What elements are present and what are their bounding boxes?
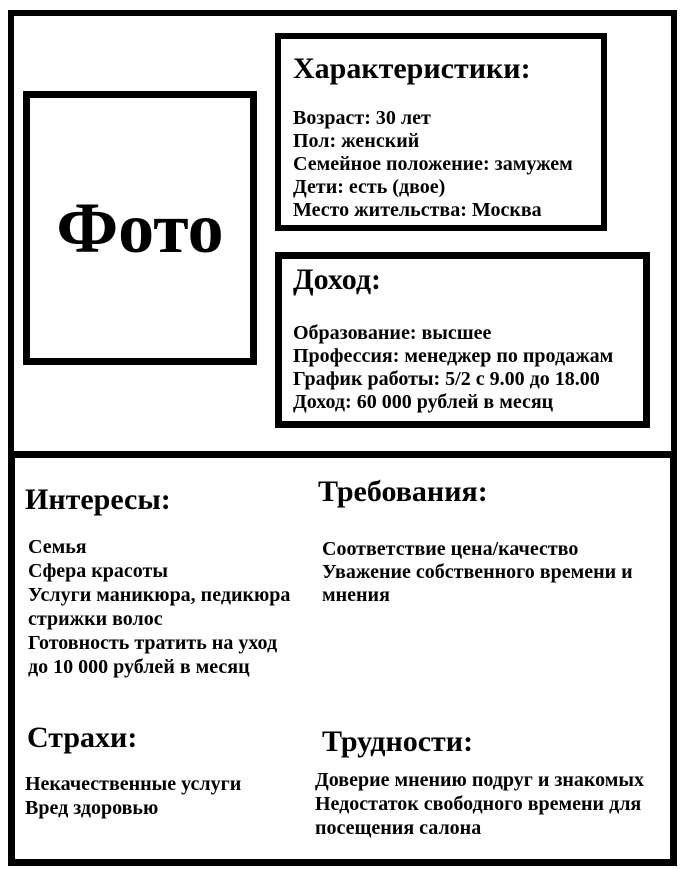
difficulties-line: Недостаток свободного времени для xyxy=(315,793,642,815)
income-line-education: Образование: высшее xyxy=(293,322,492,344)
interests-line: Готовность тратить на уход xyxy=(28,632,278,654)
interests-line: Сфера красоты xyxy=(28,560,168,582)
income-list xyxy=(293,322,643,414)
difficulties-line: посещения салона xyxy=(315,817,482,839)
characteristics-line-residence: Место жительства: Москва xyxy=(293,199,542,221)
requirements-line: Уважение собственного времени и xyxy=(322,561,633,583)
fears-section xyxy=(25,721,241,820)
interests-line: Семья xyxy=(28,536,87,558)
requirements-section xyxy=(316,475,633,607)
income-line-salary: Доход: 60 000 рублей в месяц xyxy=(293,391,554,413)
fears-line: Некачественные услуги xyxy=(25,773,242,795)
photo-placeholder xyxy=(23,91,257,365)
characteristics-line-gender: Пол: женский xyxy=(293,130,420,152)
characteristics-line-marital: Семейное положение: замужем xyxy=(293,153,573,175)
income-line-profession: Профессия: менеджер по продажам xyxy=(293,345,614,367)
characteristics-box xyxy=(275,33,607,231)
interests-list xyxy=(25,535,290,679)
income-line-schedule: График работы: 5/2 с 9.00 до 18.00 xyxy=(293,368,600,390)
income-box xyxy=(275,252,650,428)
difficulties-line: Доверие мнению подруг и знакомых xyxy=(315,769,645,791)
requirements-title: Требования: xyxy=(318,475,488,508)
requirements-list xyxy=(316,538,633,607)
interests-section xyxy=(25,483,290,679)
interests-line: стрижки волос xyxy=(28,608,163,630)
difficulties-title: Трудности: xyxy=(322,725,474,758)
difficulties-list xyxy=(315,768,644,840)
photo-label: Фото xyxy=(56,188,224,268)
requirements-line: мнения xyxy=(322,584,390,606)
interests-title: Интересы: xyxy=(25,483,171,516)
characteristics-title: Характеристики: xyxy=(293,52,531,85)
income-title: Доход: xyxy=(293,263,382,296)
characteristics-list xyxy=(293,107,601,222)
fears-list xyxy=(25,772,241,820)
interests-line: до 10 000 рублей в месяц xyxy=(28,656,250,678)
fears-title: Страхи: xyxy=(27,721,138,754)
characteristics-line-children: Дети: есть (двое) xyxy=(293,176,446,198)
requirements-line: Соответствие цена/качество xyxy=(322,538,579,560)
difficulties-section xyxy=(315,725,644,840)
characteristics-line-age: Возраст: 30 лет xyxy=(293,107,431,129)
fears-line: Вред здоровью xyxy=(25,797,159,819)
interests-line: Услуги маникюра, педикюра xyxy=(28,584,291,606)
